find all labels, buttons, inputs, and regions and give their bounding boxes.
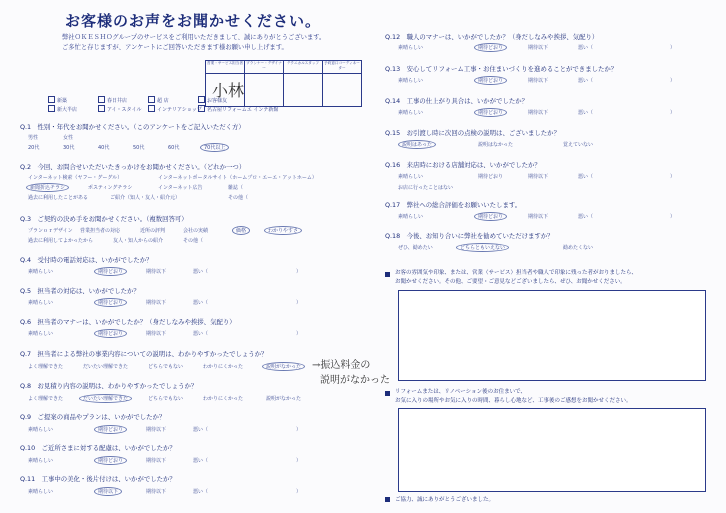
intro-line-2: ご多忙と存じますが、アンケートにご回答いただきます様お願い申し上げます。 (62, 44, 288, 51)
option[interactable]: 女性 (63, 135, 74, 141)
option-selected[interactable]: どちらともいえない (456, 243, 509, 252)
option[interactable]: 悪い（ (578, 214, 594, 220)
option[interactable]: 期待以下 (528, 214, 549, 220)
option[interactable]: 素晴らしい (398, 214, 424, 220)
option[interactable]: 悪い（ (578, 110, 594, 116)
question-16: Q.16 来店時における店舗対応は、いかがでしたか？ (385, 161, 541, 169)
option[interactable]: どちらでもない (148, 396, 183, 402)
option[interactable]: 悪い（ (578, 45, 594, 51)
staff-header-sales: 営業・サービス担当者 (206, 61, 245, 73)
comment-panel-1-title (395, 269, 637, 287)
option-selected[interactable]: 説明はあった (398, 140, 436, 149)
close-paren: ） (296, 300, 302, 306)
bullet-square-icon (385, 497, 390, 502)
option[interactable]: 素晴らしい (398, 78, 424, 84)
intro-text (62, 33, 352, 53)
option-selected[interactable]: 期待どおり (94, 456, 127, 465)
close-paren: ） (670, 110, 676, 116)
option[interactable]: 40代 (98, 145, 110, 151)
panel-1-line-1: お客の雰囲気や印象、または、営業（サービス）担当者や職人で印象に残った者がおりましたら、 (395, 270, 638, 276)
option[interactable]: 素晴らしい (28, 427, 54, 433)
close-paren: ） (296, 489, 302, 495)
option[interactable]: ぜひ、勧めたい (398, 245, 433, 251)
question-6: Q.6 担当者のマナーは、いかがでしたか？（身だしなみや挨拶、気配り） (20, 318, 236, 326)
question-4: Q.4 受付時の電話対応は、いかがでしたか？ (20, 256, 153, 264)
option-selected[interactable]: 新聞折込チラシ (26, 183, 69, 192)
note-line-2: 説明がなかった (320, 375, 390, 386)
option[interactable]: 覚えていない (563, 142, 594, 148)
category-checkbox[interactable]: 超 店 (148, 96, 169, 104)
option[interactable]: 勧めたくない (563, 245, 594, 251)
option-selected[interactable]: 期待どおり (474, 212, 507, 221)
option[interactable]: インターネット広告 (158, 185, 203, 191)
question-14: Q.14 工事の仕上がり具合は、いかがでしたか？ (385, 97, 529, 105)
thank-you-footer: ご協力、誠にありがとうございました。 (395, 497, 495, 503)
option[interactable]: 素晴らしい (398, 45, 424, 51)
option[interactable]: 期待以下 (528, 110, 549, 116)
comment-box-1[interactable] (398, 290, 706, 381)
category-checkbox[interactable]: インテリアショップ (148, 105, 202, 113)
option-selected[interactable]: 期待どおり (474, 108, 507, 117)
option[interactable]: 期待以下 (528, 78, 549, 84)
bullet-square-icon (385, 391, 390, 396)
option[interactable]: よく理解できた (28, 396, 64, 402)
question-7: Q.7 担当者による弊社の事業内容についての説明は、わかりやすかったでしょうか？ (20, 350, 268, 358)
option[interactable]: ポスティングチラシ (88, 185, 133, 191)
option-selected[interactable]: 期待以下 (94, 487, 122, 496)
option[interactable]: 60代 (168, 145, 180, 151)
panel-2-line-1: リフォームまたは、リノベーション後のお住まいで、 (395, 389, 526, 395)
category-checkbox[interactable]: 新大半店 (48, 105, 77, 113)
survey-title: お客様のお声をお聞かせください。 (65, 12, 322, 30)
category-checkbox[interactable]: アイ・スタイル (98, 105, 141, 113)
question-2: Q.2 今回、お問合せいただいたきっかけをお聞かせください。（どれか一つ） (20, 163, 246, 171)
option[interactable]: 期待どおり (478, 174, 504, 180)
comment-panel-2-title (395, 388, 632, 406)
option[interactable]: 素晴らしい (28, 458, 54, 464)
option[interactable]: 悪い（ (193, 458, 209, 464)
close-paren: ） (670, 214, 676, 220)
option[interactable]: 悪い（ (578, 174, 594, 180)
option-selected[interactable]: だいたい理解できた (79, 394, 132, 403)
option[interactable]: 期待以下 (146, 331, 167, 337)
question-3: Q.3 ご契約の決め手をお聞かせください。（複数回答可） (20, 215, 188, 223)
category-checkbox[interactable]: 名古屋リフォームエ インテ新館 (198, 105, 278, 113)
category-checkbox[interactable]: 春日井店 (98, 96, 127, 104)
close-paren: ） (670, 78, 676, 84)
question-8: Q.8 お見積り内容の説明は、わかりやすかったでしょうか？ (20, 382, 198, 390)
option-selected[interactable]: 期待どおり (94, 425, 127, 434)
close-paren: ） (670, 174, 676, 180)
option[interactable]: 20代 (28, 145, 40, 151)
option[interactable]: 男性 (28, 135, 39, 141)
option[interactable]: 素晴らしい (28, 269, 54, 275)
question-5: Q.5 担当者の対応は、いかがでしたか？ (20, 287, 140, 295)
option-selected[interactable]: 70代以上 (200, 143, 229, 152)
option[interactable]: 悪い（ (193, 331, 209, 337)
option[interactable]: 説明がなかった (266, 396, 302, 402)
question-10: Q.10 ご近所さまに対する配慮は、いかがでしたか？ (20, 444, 176, 452)
option[interactable]: 期待以下 (146, 269, 167, 275)
bullet-square-icon (385, 272, 390, 277)
option[interactable]: どちらでもない (148, 364, 183, 370)
option[interactable]: 友人・知人からの紹介 (113, 238, 164, 244)
option[interactable]: 期待以下 (528, 45, 549, 51)
option[interactable]: 素晴らしい (28, 489, 54, 495)
panel-2-line-2: お気に入りの場所やお気に入りの時間、暮らし心地など、工事後のご感想をお聞かせください。 (395, 398, 632, 404)
question-12: Q.12 職人のマナーは、いかがでしたか？（身だしなみや挨拶、気配り） (385, 33, 599, 41)
option[interactable]: 悪い（ (193, 427, 209, 433)
option[interactable]: 50代 (133, 145, 145, 151)
option[interactable]: 悪い（ (193, 269, 209, 275)
note-line-1: →振込料金の (312, 360, 371, 371)
option[interactable]: 営業担当者の対応 (80, 228, 121, 234)
option-selected[interactable]: 期待どおり (94, 298, 127, 307)
option-selected[interactable]: 期待どおり (474, 43, 507, 52)
option[interactable]: 素晴らしい (28, 331, 54, 337)
option[interactable]: その他（ (228, 195, 249, 201)
staff-header-planner: プランナー・デザイナー (245, 61, 284, 73)
intro-line-1: 弊社ＯＫＥＳＨＯグループのサービスをご利用いただきまして、誠にありがとうございます。 (62, 34, 326, 41)
option-selected[interactable]: 期待どおり (94, 267, 127, 276)
option[interactable]: 期待以下 (146, 427, 167, 433)
option[interactable]: 期待以下 (528, 174, 549, 180)
question-15: Q.15 お引渡し時に次回の点検の説明は、ございましたか？ (385, 129, 560, 137)
option[interactable]: 近所の評判 (140, 228, 166, 234)
option[interactable]: 悪い（ (193, 300, 209, 306)
option[interactable]: 素晴らしい (398, 174, 424, 180)
option[interactable]: 期待以下 (146, 300, 167, 306)
staff-name-handwritten: 小林 (212, 81, 245, 100)
option[interactable]: ご紹介（知人・友人・紹介元） (110, 195, 181, 201)
comment-box-2[interactable] (398, 408, 706, 492)
option[interactable]: 期待以下 (146, 489, 167, 495)
staff-header-tech: テクニカルスタッフ (284, 61, 323, 73)
close-paren: ） (296, 458, 302, 464)
close-paren: ） (670, 45, 676, 51)
option-selected[interactable]: 説明がなかった (262, 362, 305, 371)
option[interactable]: 過去に利用したことがある (28, 195, 89, 201)
option[interactable]: 会社の実績 (183, 228, 209, 234)
panel-1-line-2: お聞かせください。その他、ご要望・ご意見などございましたら、ぜひ、お聞かせください。 (395, 279, 626, 285)
option[interactable]: インターネットポータルサイト（ホームプロ・エーエ・アットホーム） (158, 175, 317, 181)
option[interactable]: だいたい理解できた (83, 364, 129, 370)
option[interactable]: 悪い（ (193, 489, 209, 495)
option[interactable]: お店に行ったことはない (398, 185, 454, 191)
option-selected[interactable]: 期待どおり (474, 76, 507, 85)
option[interactable]: プランｏｒデザイン (28, 228, 73, 234)
question-1: Q.1 性別・年代をお聞かせください。（このアンケートをご記入いただく方） (20, 123, 245, 131)
question-17: Q.17 弊社への総合評価をお願いいたします。 (385, 201, 522, 209)
category-checkbox[interactable]: 新築 (48, 96, 67, 104)
question-18: Q.18 今後、お知り合いに弊社を勧めていただけますか？ (385, 232, 554, 240)
handwritten-note (312, 356, 390, 386)
option[interactable]: 過去に利用してよかったから (28, 238, 94, 244)
option[interactable]: 期待以下 (146, 458, 167, 464)
close-paren: ） (296, 331, 302, 337)
option-selected[interactable]: 価格 (232, 226, 250, 235)
option[interactable]: よく理解できた (28, 364, 64, 370)
option[interactable]: 30代 (63, 145, 75, 151)
option[interactable]: わかりにくかった (203, 364, 244, 370)
staff-header-coordinator: 予約窓口コーディネーター (324, 61, 360, 70)
category-checkbox[interactable]: お客様友 (198, 96, 227, 104)
option[interactable]: その他（ (183, 238, 204, 244)
option[interactable]: 悪い（ (578, 78, 594, 84)
question-11: Q.11 工事中の美化・後片付けは、いかがでしたか？ (20, 475, 176, 483)
option[interactable]: 雑誌（ (228, 185, 244, 191)
option[interactable]: 素晴らしい (398, 110, 424, 116)
close-paren: ） (296, 269, 302, 275)
option[interactable]: 説明はなかった (478, 142, 514, 148)
question-9: Q.9 ご提案の商品やプランは、いかがでしたか？ (20, 413, 166, 421)
option[interactable]: 素晴らしい (28, 300, 54, 306)
option[interactable]: わかりにくかった (203, 396, 244, 402)
close-paren: ） (296, 427, 302, 433)
option[interactable]: インターネット検索（ヤフー・グーグル） (28, 175, 123, 181)
question-13: Q.13 安心してリフォーム工事・お住まいづくりを進めることができましたか？ (385, 65, 618, 73)
option-selected[interactable]: わかりやすさ (264, 226, 302, 235)
option-selected[interactable]: 期待どおり (94, 329, 127, 338)
